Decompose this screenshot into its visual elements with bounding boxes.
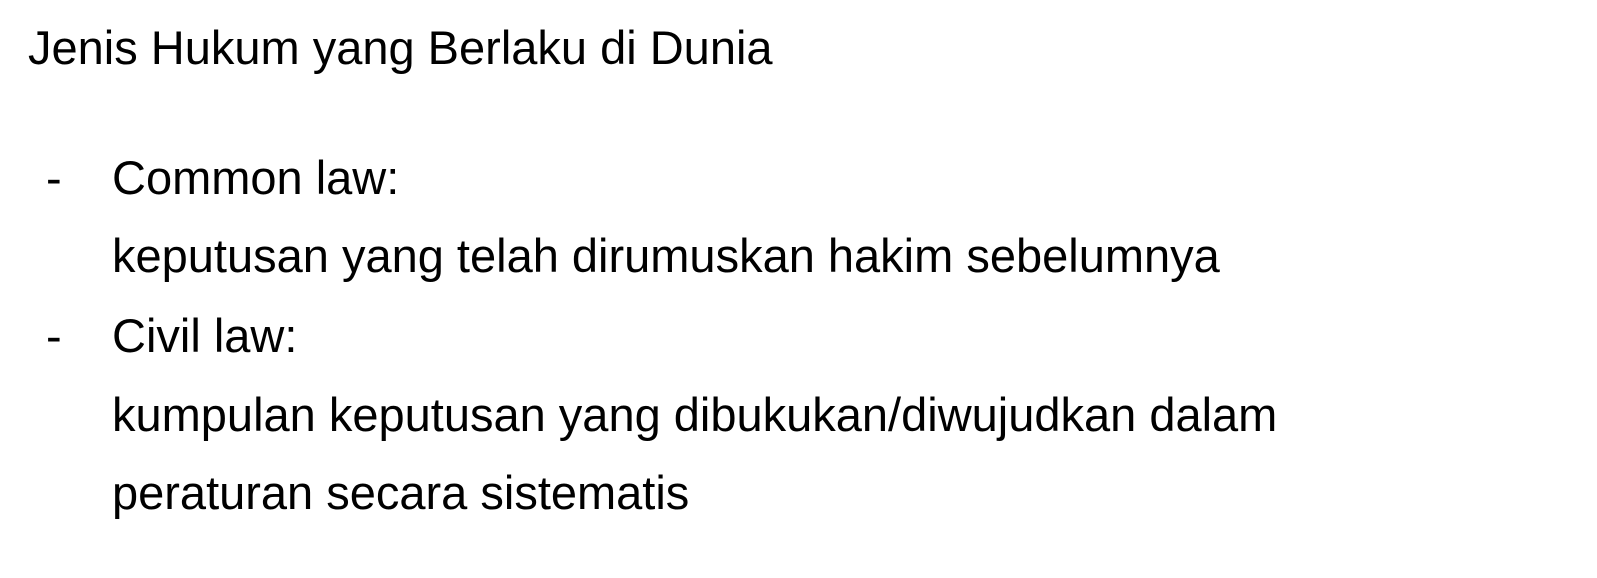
item-description-civil-law-line-1: kumpulan keputusan yang dibukukan/diwujudkan dalam — [112, 388, 1278, 441]
item-heading-common-law: Common law: — [112, 151, 400, 204]
bullet-dash-common-law: - — [46, 151, 62, 204]
slide-title: Jenis Hukum yang Berlaku di Dunia — [28, 21, 773, 74]
bullet-dash-civil-law: - — [46, 309, 62, 362]
item-description-common-law: keputusan yang telah dirumuskan hakim sebelumnya — [112, 229, 1220, 282]
item-description-civil-law-line-2: peraturan secara sistematis — [112, 466, 690, 519]
item-heading-civil-law: Civil law: — [112, 309, 298, 362]
